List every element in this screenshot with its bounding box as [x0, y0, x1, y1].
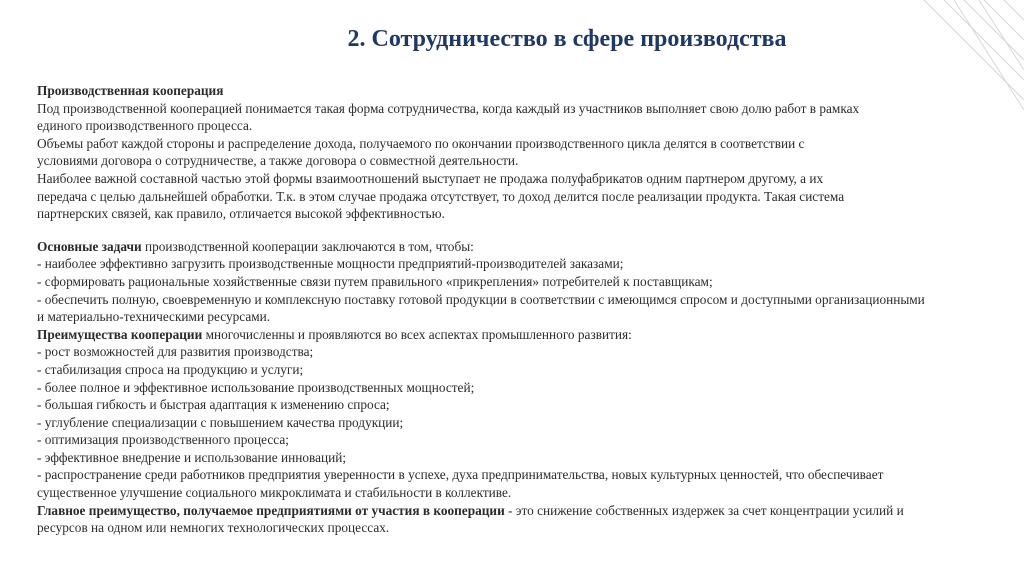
list-item: - эффективное внедрение и использование инноваций; — [37, 449, 347, 465]
list-item: - обеспечить полную, своевременную и комплексную поставку готовой продукции в соответствии с имеющимся спросом и доступными организационными — [37, 291, 925, 307]
tasks-label: Основные задачи — [37, 238, 142, 254]
tasks-intro-text: производственной кооперации заключаются в том, чтобы: — [141, 238, 474, 254]
paragraph-line: Наиболее важной составной частью этой формы взаимоотношений выступает не продажа полуфабрикатов одним партнером другому, а их — [37, 170, 824, 186]
paragraph-gap — [37, 223, 1024, 238]
list-item: - большая гибкость и быстрая адаптация к изменению спроса; — [37, 397, 390, 413]
paragraph-line: партнерских связей, как правило, отличается высокой эффективностью. — [37, 206, 445, 222]
list-item: - оптимизация производственного процесса; — [37, 432, 289, 448]
list-item: - более полное и эффективное использование производственных мощностей; — [37, 379, 475, 395]
list-item: - стабилизация спроса на продукцию и услуги; — [37, 361, 304, 377]
list-item: и материально-техническими ресурсами. — [37, 309, 271, 325]
advantages-intro — [37, 326, 1024, 344]
list-item: - сформировать рациональные хозяйственные связи путем правильного «прикрепления» потребителей к поставщикам; — [37, 273, 713, 289]
section-heading: Производственная кооперация — [37, 83, 224, 98]
main-advantage-continuation: ресурсов на одном или немногих технологических процессах. — [37, 520, 390, 536]
paragraph-line: Под производственной кооперацией понимается такая форма сотрудничества, когда каждый из участников выполняет свою долю работ в рамках — [37, 100, 860, 116]
main-advantage-text: - это снижение собственных издержек за счет концентрации усилий и — [504, 502, 904, 518]
main-advantage-label: Главное преимущество, получаемое предприятиями от участия в кооперации — [37, 502, 505, 518]
list-item: - углубление специализации с повышением качества продукции; — [37, 414, 404, 430]
paragraph-line: Объемы работ каждой стороны и распределение дохода, получаемого по окончании производственного цикла делятся в соответствии с — [37, 135, 805, 151]
list-item: существенное улучшение социального микроклимата и стабильности в коллективе. — [37, 485, 512, 501]
slide-body — [37, 82, 1024, 537]
advantages-label: Преимущества кооперации — [37, 326, 203, 342]
paragraph-line: единого производственного процесса. — [37, 118, 253, 134]
advantages-intro-text: многочисленны и проявляются во всех аспектах промышленного развития: — [202, 326, 632, 342]
tasks-intro — [37, 238, 1024, 256]
main-advantage — [37, 502, 1024, 520]
paragraph-line: условиями договора о сотрудничестве, а также договора о совместной деятельности. — [37, 153, 519, 169]
list-item: - наиболее эффективно загрузить производственные мощности предприятий-производителей заказами; — [37, 256, 624, 272]
list-item: - рост возможностей для развития производства; — [37, 344, 314, 360]
slide-title: 2. Сотрудничество в сфере производства — [347, 26, 787, 52]
list-item: - распространение среди работников предприятия уверенности в успехе, духа предпринимательства, новых культурных ценностей, что обеспечивает — [37, 467, 884, 483]
paragraph-line: передача с целью дальнейшей обработки. Т.к. в этом случае продажа отсутствует, то доход делится после реализации продукта. Такая система — [37, 188, 845, 204]
